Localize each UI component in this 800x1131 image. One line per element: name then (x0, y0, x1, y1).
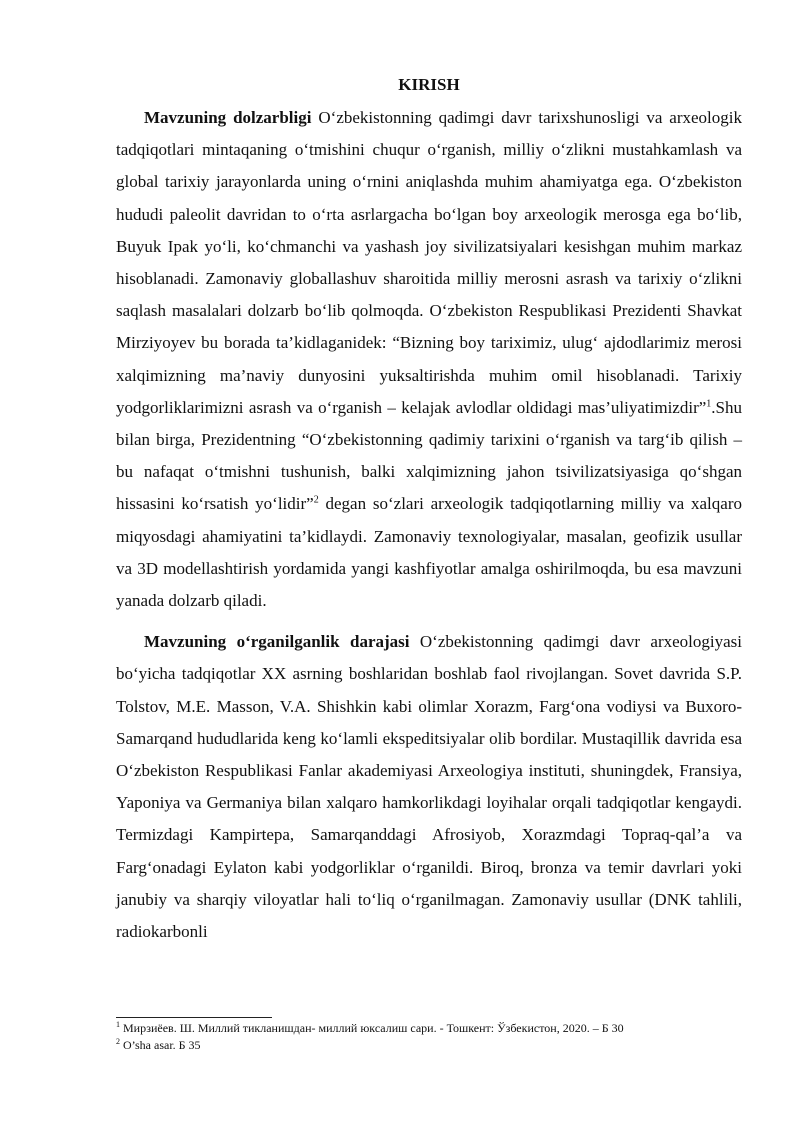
footnote-separator (116, 1017, 272, 1018)
footnote-text-2: O’sha asar. Б 35 (120, 1038, 201, 1052)
footnote-ref-1[interactable]: 1 (706, 398, 712, 410)
footnote-ref-2[interactable]: 2 (313, 494, 319, 506)
relevance-heading: Mavzuning dolzarbligi (144, 108, 312, 127)
section-title: KIRISH (398, 75, 460, 94)
footnote-number-1: 1 (116, 1020, 120, 1029)
study-level-text: O‘zbekistonning qadimgi davr arxeologiyasi bo‘yicha tadqiqotlar XX asrning boshlaridan boshlab faol rivojlangan. Sovet davrida S.P. Tolstov, M.E. Masson, V.A. Shishkin kabi olimlar Xorazm, Farg‘ona vodiysi va Buxoro-Samarqand hududlarida keng ko‘lamli ekspeditsiyalar olib bordilar. Mustaqillik davrida esa O‘zbekiston Respublikasi Fanlar akademiyasi Arxeologiya instituti, shuningdek, Fransiya, Yaponiya va Germaniya bilan xalqaro hamkorlikdagi loyihalar orqali tadqiqotlar kengaydi. Termizdagi Kampirtepa, Samarqanddagi Afrosiyob, Xorazmdagi Topraq-qal’a va Farg‘onadagi Eylaton kabi yodgorliklar o‘rganildi. Biroq, bronza va temir davrlari yoki janubiy va sharqiy viloyatlar hali to‘liq o‘rganilmagan. Zamonaviy usullar (DNK tahlili, radiokarbonli (116, 632, 742, 942)
paragraph-relevance (116, 102, 742, 617)
footnotes (116, 1020, 742, 1054)
relevance-text-part3: degan so‘zlari arxeologik tadqiqotlarning milliy va xalqaro miqyosdagi ahamiyatini ta’kidlaydi. Zamonaviy texnologiyalar, masalan, geofizik usullar va 3D modellashtirish yordamida yangi kashfiyotlar amalga oshirilmoqda, bu esa mavzuni yanada dolzarb qiladi. (116, 494, 742, 611)
footnote-text-1: Мирзиёев. Ш. Миллий тикланишдан- миллий юксалиш сари. - Тошкент: Ўзбекистон, 2020. – Б 30 (120, 1021, 624, 1035)
paragraph-study-level (116, 626, 742, 948)
footnote-number-2: 2 (116, 1037, 120, 1046)
relevance-text-part1: O‘zbekistonning qadimgi davr tarixshunosligi va arxeologik tadqiqotlari mintaqaning o‘tmishini chuqur o‘rganish, milliy o‘zlikni mustahkamlash va global tarixiy jarayonlarda uning o‘rnini aniqlashda muhim ahamiyatga ega. O‘zbekiston hududi paleolit davridan to o‘rta asrlargacha bo‘lgan boy arxeologik merosga ega bo‘lib, Buyuk Ipak yo‘li, ko‘chmanchi va yashash joy sivilizatsiyalari kesishgan muhim markaz hisoblanadi. Zamonaviy globallashuv sharoitida milliy merosni asrash va tarixiy o‘zlikni saqlash masalalari dolzarb bo‘lib qolmoqda. O‘zbekiston Respublikasi Prezidenti Shavkat Mirziyoyev bu borada ta’kidlaganidek: “Bizning boy tariximiz, ulug‘ ajdodlarimiz merosi xalqimizning ma’naviy dunyosini yuksaltirishda muhim omil hisoblanadi. Tarixiy yodgorliklarimizni asrash va o‘rganish – kelajak avlodlar oldidagi mas’uliyatimizdir” (116, 108, 742, 417)
document-body (116, 72, 742, 948)
study-level-heading: Mavzuning o‘rganilganlik darajasi (144, 632, 410, 652)
relevance-text-part2: .Shu bilan birga, Prezidentning “O‘zbekistonning qadimiy tarixini o‘rganish va targ‘ib qilish – bu nafaqat o‘tmishni tushunish, balki xalqimizning jahon tsivilizatsiyasiga qo‘shgan hissasini ko‘rsatish yo‘lidir” (116, 397, 742, 514)
footnote-2 (116, 1037, 742, 1054)
footnote-1 (116, 1020, 742, 1037)
